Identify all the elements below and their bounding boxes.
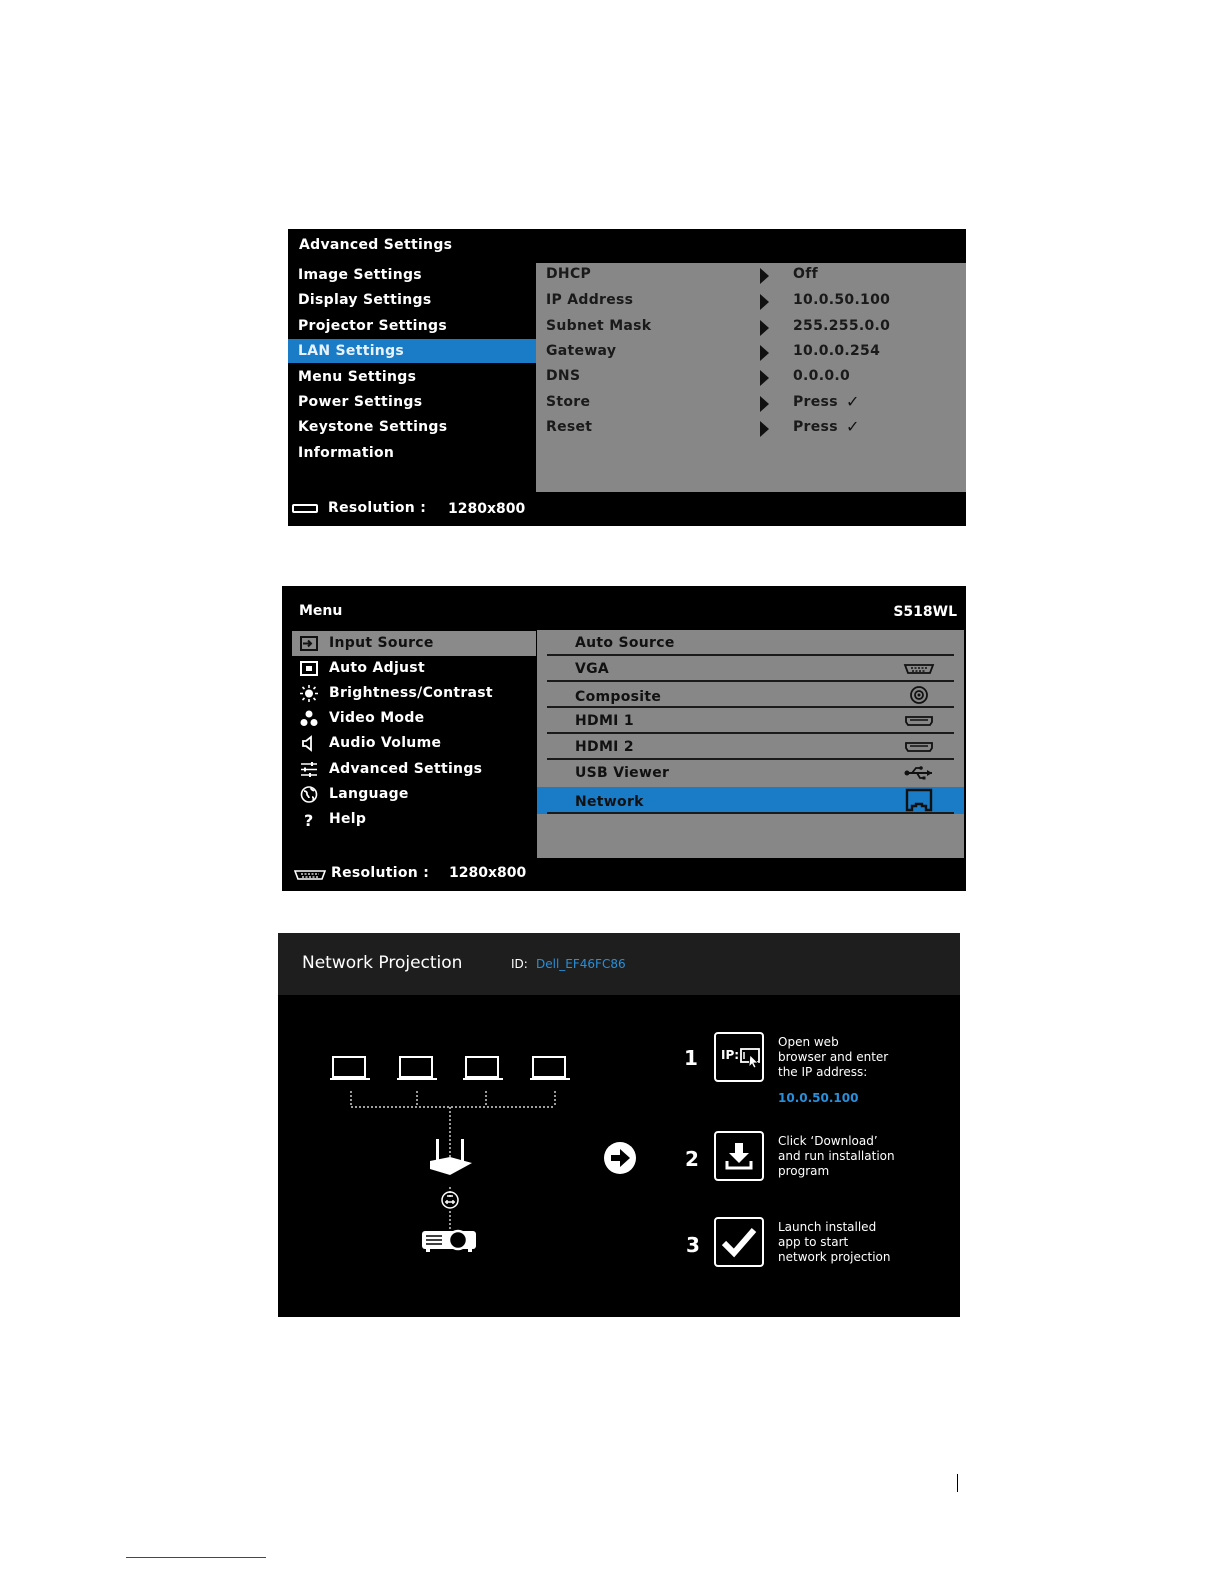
header-bar <box>278 933 960 995</box>
lan-settings-panel <box>536 263 966 492</box>
setting-label: Store <box>546 394 591 410</box>
source-label: VGA <box>575 661 610 677</box>
network-projection-screen <box>278 933 960 1317</box>
menu-nav <box>292 630 536 858</box>
resolution-label: Resolution : <box>331 865 430 881</box>
page-title: Network Projection <box>302 953 463 973</box>
osd-title: Menu <box>299 603 343 619</box>
device-id: Dell_EF46FC86 <box>536 957 626 971</box>
menu-item-brightness-contrast[interactable] <box>292 681 536 706</box>
source-hdmi-1[interactable] <box>537 708 964 734</box>
setting-value: Press <box>793 394 838 410</box>
step-line: program <box>778 1164 830 1178</box>
setting-value: Off <box>793 266 818 282</box>
nav-item-image-settings[interactable]: Image Settings <box>298 267 422 283</box>
step-number: 1 <box>684 1046 698 1070</box>
download-icon <box>714 1131 764 1181</box>
source-composite[interactable] <box>537 682 964 708</box>
ip-icon <box>714 1032 764 1082</box>
menu-item-label: Brightness/Contrast <box>329 685 493 701</box>
svg-text:?: ? <box>304 811 314 828</box>
arrow-right-icon <box>760 370 769 386</box>
setting-value: 0.0.0.0 <box>793 368 851 384</box>
resolution-footer <box>282 858 966 891</box>
setting-label: DNS <box>546 368 581 384</box>
source-label: USB Viewer <box>575 765 670 781</box>
nav-item-power-settings[interactable]: Power Settings <box>298 394 423 410</box>
source-auto-source[interactable] <box>537 630 964 656</box>
source-label: HDMI 2 <box>575 739 634 755</box>
footer-rule <box>126 1557 266 1558</box>
setting-row-dns[interactable] <box>536 365 966 390</box>
router-icon <box>430 1139 472 1175</box>
nav-item-projector-settings[interactable]: Projector Settings <box>298 318 447 334</box>
arrow-right-icon <box>760 421 769 437</box>
menu-item-advanced-settings[interactable] <box>292 757 536 782</box>
brightness-icon <box>300 685 318 702</box>
settings-nav <box>288 263 536 492</box>
divider <box>547 812 954 814</box>
step-number: 3 <box>686 1233 700 1257</box>
setting-row-store[interactable] <box>536 391 966 416</box>
arrow-right-icon <box>760 294 769 310</box>
resolution-footer <box>288 492 966 526</box>
menu-item-auto-adjust[interactable] <box>292 656 536 681</box>
setting-row-reset[interactable] <box>536 416 966 441</box>
checkmark-icon: ✓ <box>846 417 860 436</box>
resolution-value: 1280x800 <box>449 865 527 881</box>
speaker-icon <box>300 735 318 752</box>
question-icon <box>300 811 318 828</box>
arrow-right-icon <box>760 268 769 284</box>
resolution-value: 1280x800 <box>448 501 526 517</box>
resolution-label: Resolution : <box>328 500 427 516</box>
step-line: the IP address: <box>778 1065 868 1079</box>
setting-label: Gateway <box>546 343 617 359</box>
setting-row-subnet-mask[interactable] <box>536 315 966 340</box>
advanced-settings-osd <box>288 229 966 526</box>
cursor-icon <box>740 1047 762 1069</box>
menu-item-help[interactable] <box>292 807 536 832</box>
setting-value: Press <box>793 419 838 435</box>
hdmi-icon <box>903 738 935 756</box>
setting-value: 10.0.0.254 <box>793 343 881 359</box>
setting-row-dhcp[interactable] <box>536 263 966 288</box>
network-diagram <box>318 1043 588 1263</box>
setting-label: Reset <box>546 419 593 435</box>
source-usb-viewer[interactable] <box>537 760 964 786</box>
nav-item-menu-settings[interactable]: Menu Settings <box>298 369 417 385</box>
source-network[interactable] <box>537 787 964 814</box>
menu-item-label: Advanced Settings <box>329 761 483 777</box>
step-line: app to start <box>778 1235 849 1249</box>
hdmi-icon <box>903 712 935 730</box>
auto-adjust-icon <box>300 660 318 677</box>
step-line: browser and enter <box>778 1050 889 1064</box>
step-line: Open web <box>778 1035 839 1049</box>
nav-item-lan-settings[interactable]: LAN Settings <box>288 339 536 363</box>
composite-icon <box>903 686 935 704</box>
menu-item-audio-volume[interactable] <box>292 731 536 756</box>
source-vga[interactable] <box>537 656 964 682</box>
menu-item-label: Audio Volume <box>329 735 442 751</box>
usb-icon <box>903 764 935 782</box>
setting-row-gateway[interactable] <box>536 340 966 365</box>
menu-item-label: Video Mode <box>329 710 425 726</box>
source-hdmi-2[interactable] <box>537 734 964 760</box>
step-number: 2 <box>685 1147 699 1171</box>
step-description <box>778 1035 888 1080</box>
menu-item-language[interactable] <box>292 782 536 807</box>
arrow-right-icon <box>760 345 769 361</box>
setting-label: IP Address <box>546 292 634 308</box>
menu-item-label: Input Source <box>329 635 434 651</box>
page-number-separator <box>957 1474 958 1492</box>
step-description <box>778 1134 895 1179</box>
input-source-list <box>537 630 964 858</box>
setting-label: Subnet Mask <box>546 318 652 334</box>
model-name: S518WL <box>893 604 957 620</box>
laptop-icon <box>463 1057 503 1079</box>
sliders-icon <box>300 761 318 778</box>
checkmark-icon: ✓ <box>846 392 860 411</box>
ip-icon-text: IP: <box>721 1048 740 1062</box>
setting-label: DHCP <box>546 266 592 282</box>
source-label: Network <box>575 794 644 810</box>
nav-item-keystone-settings[interactable]: Keystone Settings <box>298 419 448 435</box>
source-label: HDMI 1 <box>575 713 634 729</box>
step-line: Launch installed <box>778 1220 877 1234</box>
network-port-icon <box>903 788 935 812</box>
menu-item-label: Auto Adjust <box>329 660 425 676</box>
setting-value: 10.0.50.100 <box>793 292 891 308</box>
laptop-icon <box>530 1057 570 1079</box>
nav-item-information[interactable]: Information <box>298 445 395 461</box>
id-label: ID: <box>511 957 528 971</box>
input-source-icon <box>300 635 318 652</box>
vga-icon <box>903 660 935 678</box>
projector-icon <box>422 1231 476 1252</box>
menu-item-label: Help <box>329 811 367 827</box>
menu-item-label: Language <box>329 786 409 802</box>
vga-icon <box>294 869 326 881</box>
ip-address-link[interactable]: 10.0.50.100 <box>778 1091 859 1105</box>
step-description <box>778 1220 890 1265</box>
checkbox-icon <box>714 1217 764 1267</box>
laptop-icon <box>397 1057 437 1079</box>
hdmi-icon <box>292 504 318 513</box>
arrow-right-icon <box>760 320 769 336</box>
arrow-right-circle-icon <box>603 1141 637 1175</box>
source-label: Composite <box>575 689 662 705</box>
globe-icon <box>300 786 318 803</box>
osd-title: Advanced Settings <box>299 237 453 253</box>
setting-value: 255.255.0.0 <box>793 318 891 334</box>
nav-item-display-settings[interactable]: Display Settings <box>298 292 432 308</box>
step-line: and run installation <box>778 1149 895 1163</box>
source-label: Auto Source <box>575 635 675 651</box>
arrow-right-icon <box>760 396 769 412</box>
ethernet-icon <box>442 1192 458 1208</box>
video-mode-icon <box>300 710 318 727</box>
setting-row-ip-address[interactable] <box>536 289 966 314</box>
step-line: Click ‘Download’ <box>778 1134 878 1148</box>
laptop-icon <box>330 1057 370 1079</box>
step-line: network projection <box>778 1250 891 1264</box>
menu-item-input-source[interactable] <box>292 631 536 656</box>
menu-item-video-mode[interactable] <box>292 706 536 731</box>
main-menu-osd <box>282 586 966 891</box>
